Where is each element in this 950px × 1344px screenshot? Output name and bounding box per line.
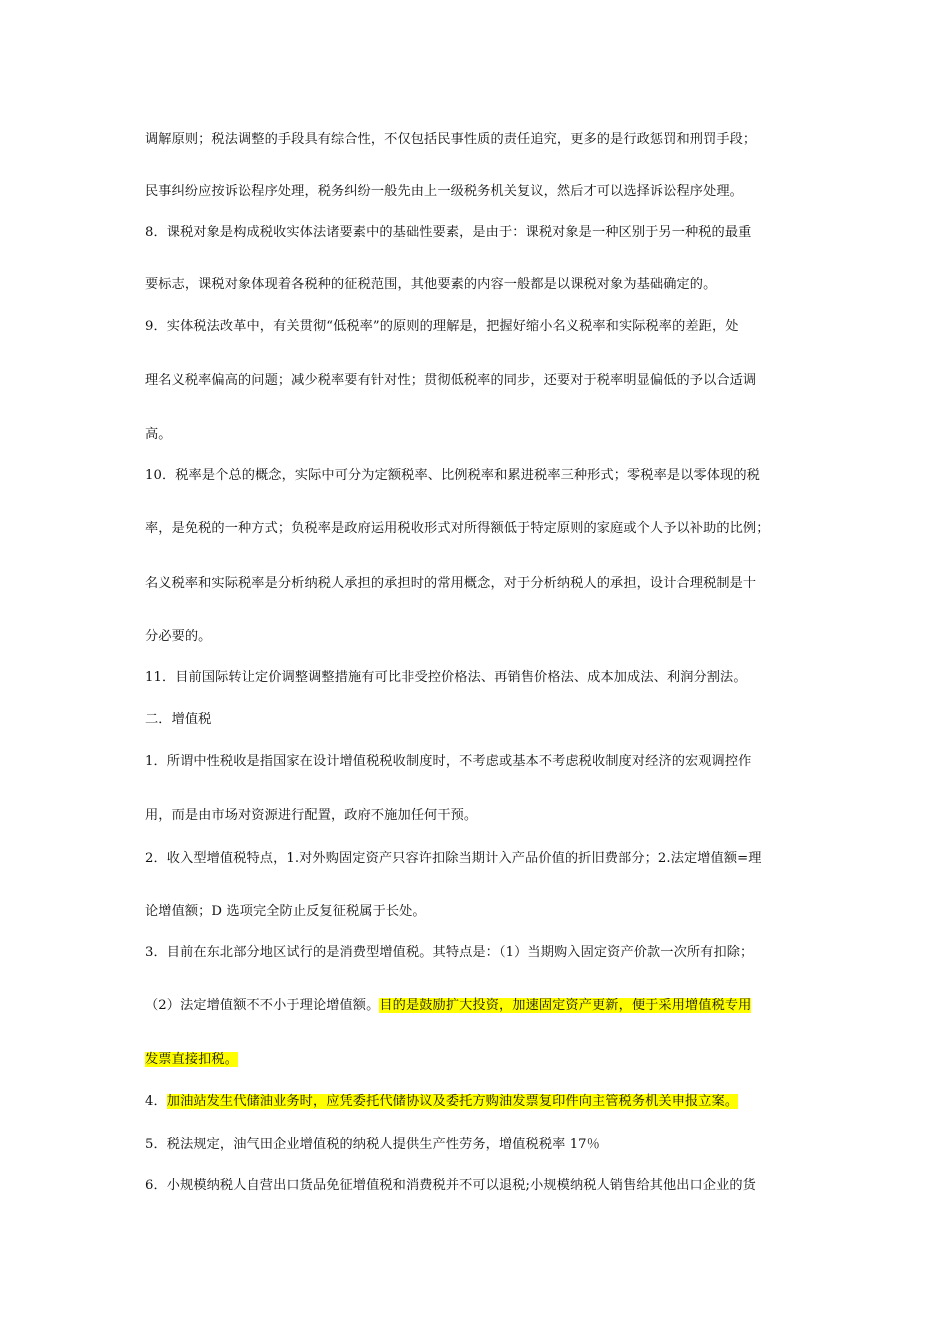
paragraph-line (145, 997, 751, 1015)
line-text: 民事纠纷应按诉讼程序处理，税务纠纷一般先由上一级税务机关复议，然后才可以选择诉讼程序处理。 (145, 184, 743, 199)
line-text: 5．税法规定，油气田企业增值税的纳税人提供生产性劳务，增值税税率 17％ (145, 1137, 600, 1152)
heading-text: 二．增值税 (145, 712, 212, 727)
paragraph-line (145, 1136, 600, 1154)
line-text: 调解原则；税法调整的手段具有综合性，不仅包括民事性质的责任追究，更多的是行政惩罚和刑罚手段； (145, 132, 757, 147)
paragraph-line (145, 372, 756, 390)
paragraph-line (145, 850, 762, 868)
paragraph-line (145, 944, 753, 962)
line-text: 8．课税对象是构成税收实体法诸要素中的基础性要素，是由于：课税对象是一种区别于另一种税的最重 (145, 225, 752, 240)
line-text: 分必要的。 (145, 629, 212, 644)
line-text: 11．目前国际转让定价调整调整措施有可比非受控价格法、再销售价格法、成本加成法、利润分割法。 (145, 670, 747, 685)
line-text: 2．收入型增值税特点，1.对外购固定资产只容许扣除当期计入产品价值的折旧费部分；2.法定增值额=理 (145, 851, 762, 866)
paragraph-line (145, 753, 751, 771)
line-text: 理名义税率偏高的问题；减少税率要有针对性；贯彻低税率的同步，还要对于税率明显偏低的予以合适调 (145, 373, 757, 388)
paragraph-line (145, 1177, 756, 1195)
line-text: （2）法定增值额不不小于理论增值额。 (145, 998, 380, 1013)
paragraph-line (145, 276, 716, 294)
line-text: 4． (145, 1094, 167, 1109)
paragraph-line (145, 224, 751, 242)
line-text: 高。 (145, 427, 172, 442)
line-text: 6．小规模纳税人自营出口货品免征增值税和消费税并不可以退税;小规模纳税人销售给其他出口企业的货 (145, 1178, 756, 1193)
line-text: 率，是免税的一种方式；负税率是政府运用税收形式对所得额低于特定原则的家庭或个人予以补助的比例； (145, 521, 770, 536)
paragraph-line (145, 183, 743, 201)
paragraph-line (145, 807, 477, 825)
line-text: 1．所谓中性税收是指国家在设计增值税税收制度时，不考虑或基本不考虑税收制度对经济的宏观调控作 (145, 754, 752, 769)
paragraph-line (145, 318, 739, 336)
highlighted-text: 发票直接扣税。 (145, 1052, 239, 1067)
section-heading (145, 711, 211, 729)
line-text: 10．税率是个总的概念，实际中可分为定额税率、比例税率和累进税率三种形式；零税率是以零体现的税 (145, 468, 760, 483)
paragraph-line (145, 575, 756, 593)
line-text: 用，而是由市场对资源进行配置，政府不施加任何干预。 (145, 808, 478, 823)
paragraph-line (145, 669, 747, 687)
line-text: 3．目前在东北部分地区试行的是消费型增值税。其特点是：（1）当期购入固定资产价款一次所有扣除； (145, 945, 754, 960)
paragraph-line (145, 467, 760, 485)
line-text: 论增值额；D 选项完全防止反复征税属于长处。 (145, 904, 426, 919)
paragraph-line (145, 1093, 738, 1111)
highlighted-text: 加油站发生代储油业务时，应凭委托代储协议及委托方购油发票复印件向主管税务机关申报立案。 (166, 1094, 739, 1109)
line-text: 9．实体税法改革中，有关贯彻“低税率”的原则的理解是，把握好缩小名义税率和实际税率的差距，处 (145, 319, 739, 334)
highlighted-text: 目的是鼓励扩大投资，加速固定资产更新，便于采用增值税专用 (379, 998, 752, 1013)
paragraph-line (145, 628, 211, 646)
paragraph-line (145, 1051, 238, 1069)
paragraph-line (145, 131, 756, 149)
line-text: 名义税率和实际税率是分析纳税人承担的承担时的常用概念，对于分析纳税人的承担，设计合理税制是十 (145, 576, 757, 591)
line-text: 要标志，课税对象体现着各税种的征税范围，其他要素的内容一般都是以课税对象为基础确定的。 (145, 277, 717, 292)
paragraph-line (145, 520, 770, 538)
paragraph-line (145, 426, 172, 444)
paragraph-line (145, 903, 426, 921)
